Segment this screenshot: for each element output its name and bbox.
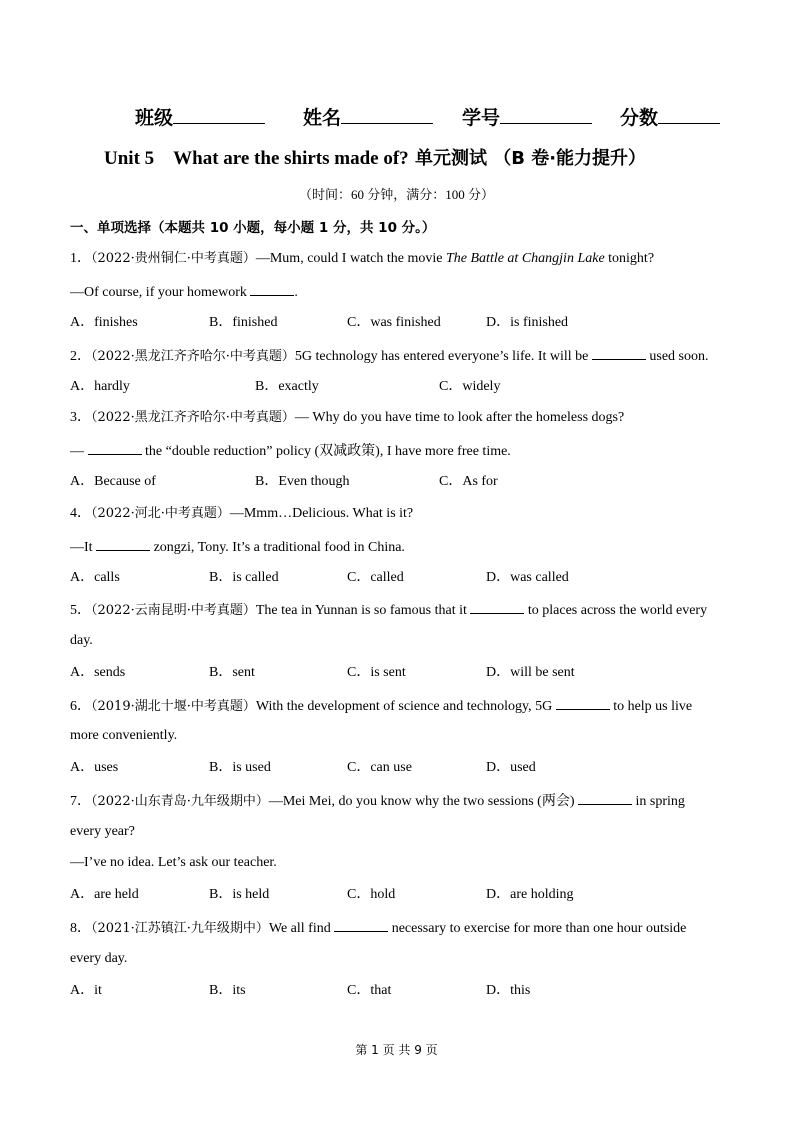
option-c[interactable]: C．was finished [347,315,441,330]
question-source: （2019·湖北十堰·中考真题） [91,699,256,714]
student-info-fields [0,103,793,133]
class-label: 班级 [135,107,174,129]
option-a[interactable]: A．uses [70,760,119,775]
question-number: 2． [70,349,91,364]
option-a[interactable]: A．Because of [70,474,156,489]
question-text: —It [70,540,97,555]
question-number: 5． [70,603,91,618]
question-text: The tea in Yunnan is so famous that it [255,603,471,618]
question-source: （2022·河北·中考真题） [91,506,230,521]
answer-blank[interactable] [88,440,142,455]
title-chinese: 单元测试 （B 卷·能力提升） [408,148,647,169]
page-title [104,146,646,172]
student-id-blank[interactable] [500,103,592,124]
question-number: 6． [70,699,91,714]
class-field[interactable] [135,103,265,131]
option-b[interactable]: B．exactly [255,379,319,394]
question-3-line-2 [70,440,511,462]
option-b[interactable]: B．is held [209,887,270,902]
question-text: —Mum, could I watch the movie [255,251,446,266]
question-text: —Mei Mei, do you know why the two sessions (两会) [268,794,579,809]
option-d[interactable]: D．are holding [486,887,574,902]
question-text: in spring [632,794,685,809]
question-number: 8． [70,921,91,936]
option-d[interactable]: D．used [486,760,536,775]
answer-blank[interactable] [470,599,524,614]
name-field[interactable] [303,103,433,131]
question-source: （2021·江苏镇江·九年级期中） [91,921,269,936]
option-c[interactable]: C．is sent [347,665,406,680]
option-c[interactable]: C．that [347,983,392,998]
question-source: （2022·山东青岛·九年级期中） [91,794,269,809]
question-source: （2022·云南昆明·中考真题） [91,603,256,618]
score-label: 分数 [620,107,659,129]
page-number: 第 1 页 共 9 页 [355,1043,438,1057]
answer-blank[interactable] [578,790,632,805]
question-source: （2022·黑龙江齐齐哈尔·中考真题） [91,410,295,425]
question-7-line-3: —I’ve no idea. Let’s ask our teacher. [70,855,277,870]
student-id-field[interactable] [462,103,592,131]
option-a[interactable]: A．calls [70,570,120,585]
question-5-stem [70,599,707,621]
option-a[interactable]: A．sends [70,665,126,680]
option-b[interactable]: B．Even though [255,474,350,489]
score-blank[interactable] [658,103,720,124]
option-d[interactable]: D．this [486,983,531,998]
option-b[interactable]: B．sent [209,665,255,680]
question-7-line-2: every year? [70,824,135,839]
option-c[interactable]: C．As for [439,474,498,489]
option-d[interactable]: D．was called [486,570,569,585]
exam-info: （时间：60 分钟，满分：100 分） [298,187,494,202]
student-id-label: 学号 [462,107,501,129]
question-text: the “double reduction” policy (双减政策), I have more free time. [141,444,511,459]
option-c[interactable]: C．called [347,570,404,585]
option-a[interactable]: A．finishes [70,315,138,330]
question-text: to places across the world every [524,603,708,618]
question-6-stem [70,695,692,717]
question-text: necessary to exercise for more than one hour outside [388,921,687,936]
option-b[interactable]: B．its [209,983,246,998]
answer-blank[interactable] [96,536,150,551]
name-label: 姓名 [303,107,342,129]
answer-blank[interactable] [250,281,294,296]
question-8-stem [70,917,686,939]
question-text: zongzi, Tony. It’s a traditional food in China. [150,540,405,555]
question-number: 7． [70,794,91,809]
question-5-line-2: day. [70,633,93,648]
question-text: —Mmm…Delicious. What is it? [229,506,414,521]
question-source: （2022·贵州铜仁·中考真题） [91,251,256,266]
question-text: to help us live [609,699,693,714]
question-text: tonight? [604,251,655,266]
option-a[interactable]: A．it [70,983,102,998]
option-d[interactable]: D．will be sent [486,665,575,680]
question-text: We all find [268,921,335,936]
question-6-line-2: more conveniently. [70,728,178,743]
score-field[interactable] [620,103,720,131]
name-blank[interactable] [341,103,433,124]
movie-title: The Battle at Changjin Lake [446,251,605,266]
option-d[interactable]: D．is finished [486,315,569,330]
section-heading: 一、单项选择（本题共 10 小题，每小题 1 分，共 10 分。） [70,220,436,236]
option-a[interactable]: A．are held [70,887,139,902]
option-b[interactable]: B．is used [209,760,271,775]
option-a[interactable]: A．hardly [70,379,130,394]
class-blank[interactable] [173,103,265,124]
question-number: 3． [70,410,91,425]
question-text: — Why do you have time to look after the homeless dogs? [294,410,625,425]
option-c[interactable]: C．can use [347,760,412,775]
question-1-line-2 [70,281,298,303]
question-7-stem [70,790,685,812]
question-8-line-2: every day. [70,951,128,966]
question-2-stem [70,345,709,367]
answer-blank[interactable] [556,695,610,710]
option-b[interactable]: B．finished [209,315,278,330]
question-source: （2022·黑龙江齐齐哈尔·中考真题） [91,349,295,364]
question-text: —Of course, if your homework [70,285,251,300]
question-number: 1． [70,251,91,266]
option-b[interactable]: B．is called [209,570,279,585]
option-c[interactable]: C．hold [347,887,396,902]
question-1-stem [70,249,654,269]
question-4-line-2 [70,536,405,558]
question-3-stem [70,408,624,428]
question-text: 5G technology has entered everyone’s life. It will be [294,349,592,364]
question-text: . [294,285,298,300]
answer-blank[interactable] [334,917,388,932]
question-text: used soon. [645,349,709,364]
title-english: Unit 5 What are the shirts made of? [104,148,409,169]
question-number: 4． [70,506,91,521]
option-c[interactable]: C．widely [439,379,501,394]
question-4-stem [70,504,413,524]
question-text: — [70,444,88,459]
answer-blank[interactable] [592,345,646,360]
question-text: With the development of science and technology, 5G [255,699,556,714]
